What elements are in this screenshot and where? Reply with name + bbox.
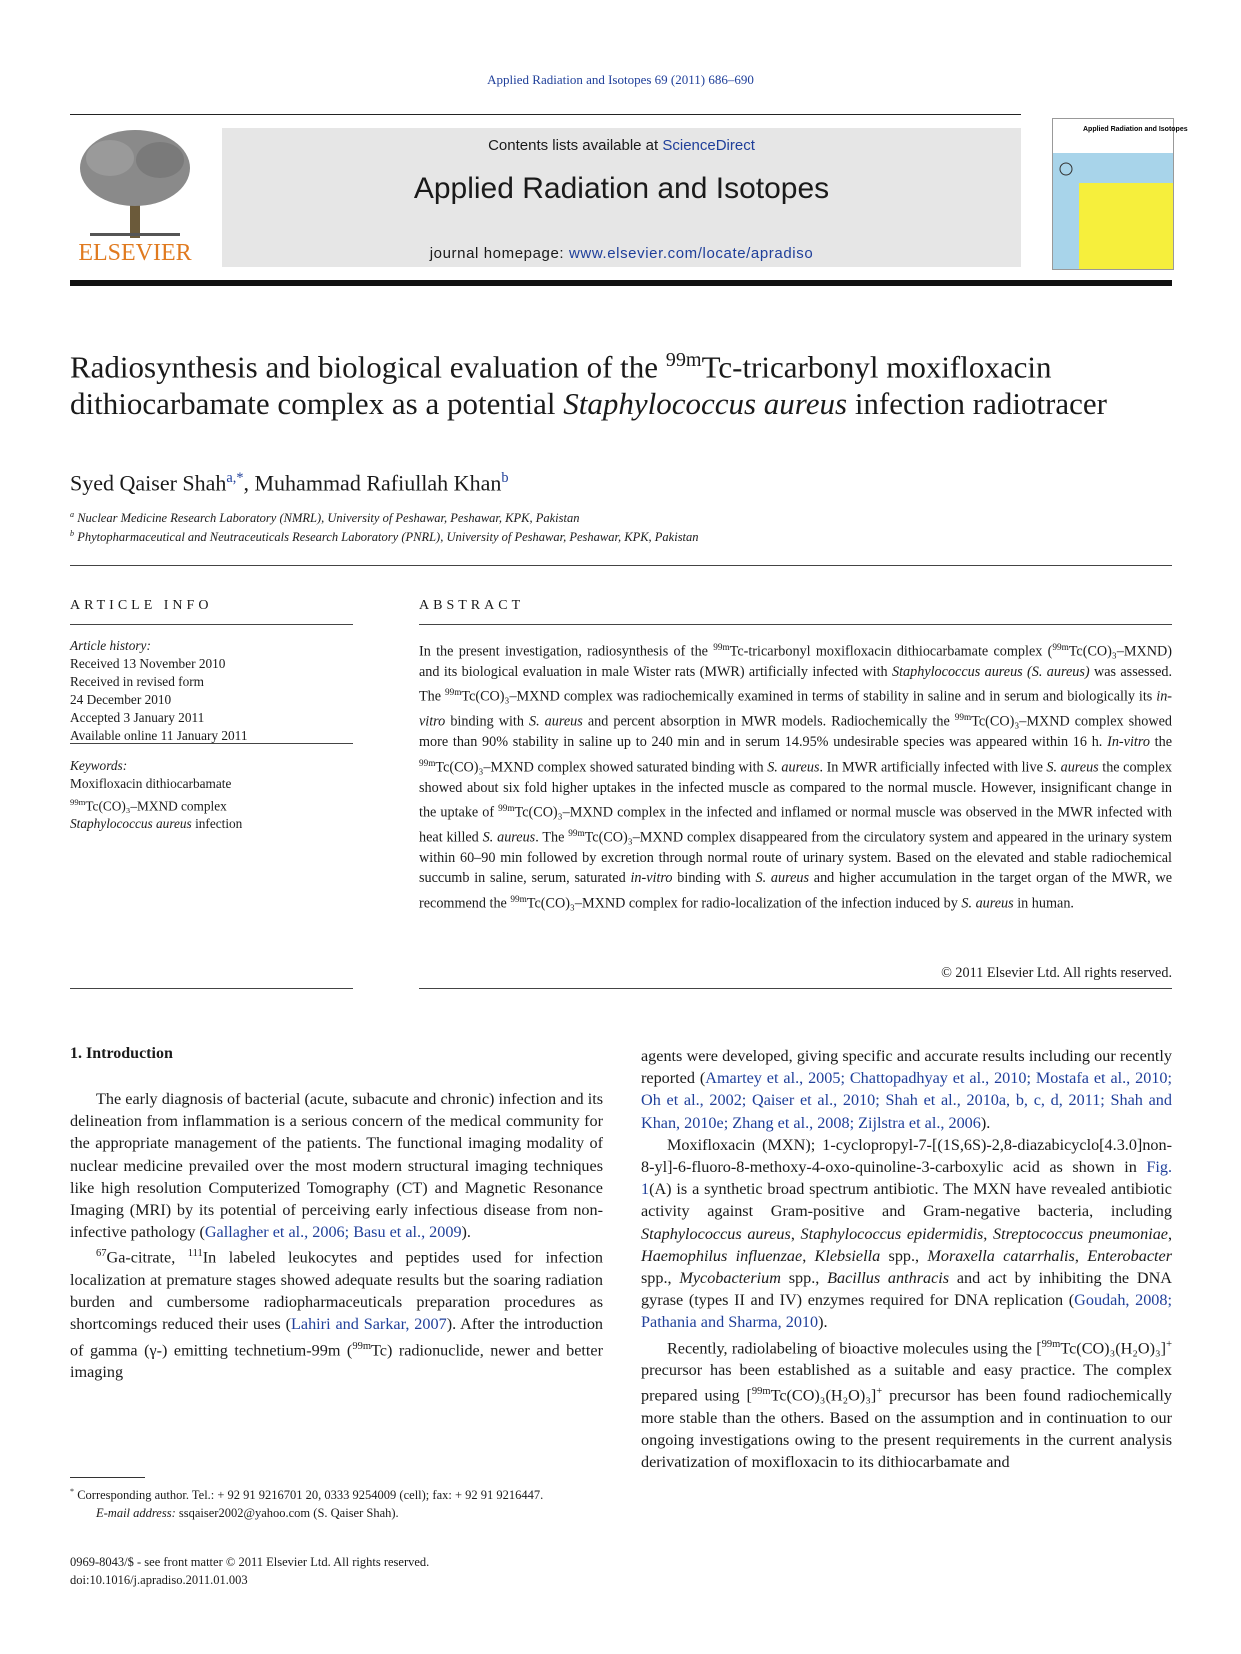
italic-term: in-vitro bbox=[630, 870, 673, 887]
body-text: ). bbox=[818, 1313, 828, 1332]
isotope-sup: 99m bbox=[713, 642, 730, 652]
isotope-sup: 99m bbox=[568, 828, 585, 839]
body-text: Tc(CO)₃(H₂O)₃] bbox=[770, 1386, 877, 1405]
elsevier-logo bbox=[70, 128, 200, 268]
isotope-sup: 99m bbox=[751, 1386, 771, 1398]
email-line bbox=[70, 1504, 603, 1522]
author-2-affiliation[interactable]: b bbox=[501, 470, 509, 486]
body-text: precursor has been established as a suitable and easy practice. The complex prepared using [ bbox=[641, 1361, 1172, 1405]
abstract-text: Tc(CO)₃–MXND complex disappeared from the circulatory system and appeared in the urinary system within 60–90 min followed by excretion through normal route of urinary system. Based on the elevated and stable radiochemical succumb in saline, serum, saturated bbox=[419, 829, 1172, 887]
cover-title: Applied Radiation and Isotopes bbox=[1083, 126, 1188, 133]
homepage-line bbox=[222, 245, 1021, 262]
species-name: Staphylococcus aureus (S. aureus) bbox=[892, 664, 1090, 681]
revised-label: Received in revised form bbox=[70, 674, 205, 689]
abstract-text: Tc-tricarbonyl moxifloxacin dithiocarbamate complex ( bbox=[729, 643, 1053, 660]
title-text-2: Tc-tricarbonyl moxifloxacin dithiocarbamate complex as a potential bbox=[70, 349, 1052, 422]
body-text: , bbox=[1074, 1246, 1088, 1265]
sciencedirect-link[interactable]: ScienceDirect bbox=[662, 137, 755, 154]
citation-link[interactable]: Gallagher et al., 2006; Basu et al., 2009 bbox=[204, 1223, 462, 1242]
article-info-heading: ARTICLE INFO bbox=[70, 598, 213, 613]
article-title bbox=[70, 342, 1172, 422]
affiliation-b-text: Phytopharmaceutical and Neutraceuticals Research Laboratory (PNRL), University of Peshawar, Peshawar, KPK, Pakistan bbox=[77, 530, 699, 545]
publisher-wordmark: ELSEVIER bbox=[78, 240, 192, 266]
body-text: ). bbox=[461, 1223, 471, 1242]
paragraph bbox=[641, 1134, 1172, 1334]
title-species: Staphylococcus aureus bbox=[563, 386, 848, 422]
isotope-sup: 111 bbox=[187, 1248, 203, 1260]
keywords-label: Keywords: bbox=[70, 758, 128, 773]
body-text: Ga-citrate, bbox=[106, 1248, 188, 1267]
corresponding-author-footnote bbox=[70, 1483, 603, 1522]
homepage-link[interactable]: www.elsevier.com/locate/apradiso bbox=[568, 245, 814, 262]
online-date: Available online 11 January 2011 bbox=[70, 728, 248, 743]
abstract-text: the complex showed about six fold higher uptakes in the infected muscle as compared to the normal muscle. However, insignificant change in the uptake of bbox=[419, 759, 1172, 821]
body-text: spp., bbox=[641, 1269, 680, 1288]
header-rule bbox=[70, 114, 1021, 115]
species-name: S. aureus bbox=[482, 829, 536, 846]
abstract-rule-top bbox=[419, 624, 1172, 625]
author-1: Syed Qaiser Shah bbox=[70, 470, 227, 496]
article-history bbox=[70, 637, 353, 745]
author-2: Muhammad Rafiullah Khan bbox=[254, 470, 502, 496]
abstract-text: . In MWR artificially infected with live bbox=[819, 759, 1047, 776]
section-heading-introduction: 1. Introduction bbox=[70, 1045, 173, 1062]
abstract-text: Tc(CO)₃–MXND complex was radiochemically examined in terms of stability in saline and in serum and biologically its bbox=[461, 689, 1157, 706]
paragraph bbox=[70, 1088, 603, 1243]
author-list bbox=[70, 470, 509, 496]
abstract-text: and higher accumulation in the target organ of the MWR, we recommend the bbox=[419, 870, 1172, 912]
body-text: , bbox=[983, 1224, 993, 1243]
abstract-text: Tc(CO)₃–MXND complex showed saturated binding with bbox=[435, 759, 768, 776]
species-name: S. aureus bbox=[529, 714, 583, 731]
abstract-text: . The bbox=[535, 829, 569, 846]
journal-cover bbox=[1052, 118, 1188, 270]
citation-link[interactable]: Goudah, 2008; Pathania and Sharma, 2010 bbox=[641, 1291, 1172, 1332]
revised-date: 24 December 2010 bbox=[70, 692, 172, 707]
species-name: Mycobacterium bbox=[679, 1269, 781, 1288]
journal-reference[interactable]: Applied Radiation and Isotopes 69 (2011) 686–690 bbox=[487, 72, 754, 87]
species-name: Streptococcus pneumoniae bbox=[993, 1224, 1168, 1243]
journal-title: Applied Radiation and Isotopes bbox=[413, 172, 830, 205]
title-text-3: infection radiotracer bbox=[847, 386, 1107, 422]
paragraph bbox=[641, 1045, 1172, 1134]
keyword-3-text: infection bbox=[191, 816, 243, 832]
history-rule bbox=[70, 743, 353, 744]
elsevier-tree-icon bbox=[70, 128, 200, 268]
body-text: In labeled leukocytes and peptides used for infection localization at premature stages showed adequate results but the soaring radiation burden and cumbersome radiopharmaceuticals preparation procedures as shortcomings reduced their uses ( bbox=[70, 1248, 604, 1334]
keyword-2-text: Tc(CO)₃–MXND complex bbox=[85, 798, 227, 814]
paragraph bbox=[641, 1334, 1172, 1474]
keyword-2 bbox=[70, 793, 353, 815]
species-name: Bacillus anthracis bbox=[827, 1269, 950, 1288]
species-name: Staphylococcus epidermidis bbox=[800, 1224, 984, 1243]
isotope-sup: 99m bbox=[419, 757, 436, 768]
abstract-text: binding with bbox=[672, 870, 756, 887]
isotope-sup: 99m bbox=[954, 712, 972, 723]
italic-term: In-vitro bbox=[1107, 734, 1150, 751]
footnote-rule bbox=[70, 1477, 145, 1478]
abstract-text: and percent absorption in MWR models. Radiochemically the bbox=[582, 714, 955, 731]
accepted-date: Accepted 3 January 2011 bbox=[70, 710, 205, 725]
italic-term: in-vitro bbox=[419, 689, 1173, 731]
affiliation-b bbox=[70, 529, 699, 545]
body-column-left bbox=[70, 1088, 603, 1383]
article-meta-footer bbox=[70, 1553, 603, 1589]
paragraph bbox=[70, 1243, 603, 1383]
isotope-sup: 99m bbox=[510, 893, 527, 904]
keyword-3 bbox=[70, 815, 353, 833]
issn-line: 0969-8043/$ - see front matter © 2011 Elsevier Ltd. All rights reserved. bbox=[70, 1555, 430, 1569]
body-column-right bbox=[641, 1045, 1172, 1474]
body-text: ). bbox=[980, 1113, 991, 1132]
charge-sup: + bbox=[876, 1386, 883, 1398]
affiliation-a bbox=[70, 510, 579, 526]
species-name: Enterobacter bbox=[1087, 1246, 1172, 1265]
body-text: Recently, radiolabeling of bioactive molecules using the [ bbox=[667, 1339, 1042, 1358]
email-label: E-mail address: bbox=[96, 1506, 176, 1521]
body-text: and act by inhibiting the DNA gyrase (types II and IV) enzymes required for DNA replication ( bbox=[641, 1269, 1172, 1310]
body-text: spp., bbox=[780, 1269, 828, 1288]
body-text: (A) is a synthetic broad spectrum antibiotic. The MXN have revealed antibiotic activity against Gram-positive and Gram-negative bacteria, including bbox=[641, 1180, 1172, 1221]
species-name: Haemophilus influenzae bbox=[641, 1246, 803, 1265]
abstract-heading: ABSTRACT bbox=[419, 598, 525, 613]
abstract-copyright: © 2011 Elsevier Ltd. All rights reserved. bbox=[941, 965, 1172, 981]
body-text: , bbox=[802, 1246, 815, 1265]
journal-banner bbox=[222, 128, 1021, 267]
keyword-2-sup: 99m bbox=[70, 797, 86, 807]
affiliation-a-mark: a bbox=[70, 510, 75, 519]
isotope-sup: 99m bbox=[352, 1340, 372, 1352]
abstract-text: was assessed. The bbox=[419, 664, 1173, 706]
body-text: spp., bbox=[880, 1246, 928, 1265]
figure-link[interactable]: Fig. 1 bbox=[641, 1158, 1172, 1199]
citation-link[interactable]: Lahiri and Sarkar, 2007 bbox=[291, 1315, 447, 1334]
doi-line[interactable]: doi:10.1016/j.apradiso.2011.01.003 bbox=[70, 1573, 248, 1587]
cover-image-icon bbox=[1053, 119, 1188, 269]
affiliation-a-text: Nuclear Medicine Research Laboratory (NMRL), University of Peshawar, Peshawar, KPK, Pakistan bbox=[77, 511, 580, 526]
body-text: , bbox=[790, 1224, 801, 1243]
body-text: ). After the introduction of gamma (γ-) emitting technetium-99m ( bbox=[70, 1315, 604, 1360]
keywords bbox=[70, 757, 353, 833]
species-name: Moraxella catarrhalis bbox=[927, 1246, 1075, 1265]
title-isotope-sup: 99m bbox=[665, 349, 702, 371]
abstract-rule-bottom bbox=[419, 988, 1172, 989]
correspondence-line bbox=[70, 1483, 603, 1504]
email-address[interactable]: ssqaiser2002@yahoo.com (S. Qaiser Shah). bbox=[175, 1506, 399, 1521]
abstract-text: Tc(CO)₃–MXND complex showed more than 90% stability in saline up to 240 min and in serum 14.95% undesirable species was appeared within 16 h. bbox=[419, 714, 1172, 751]
history-label: Article history: bbox=[70, 638, 151, 653]
isotope-sup: 99m bbox=[498, 803, 515, 814]
info-rule-bottom bbox=[70, 988, 353, 989]
footnote-mark: * bbox=[70, 1487, 75, 1496]
author-1-affiliation[interactable]: a,* bbox=[226, 470, 244, 486]
contents-line bbox=[222, 137, 1021, 154]
author-separator: , bbox=[243, 470, 255, 496]
species-name: S. aureus bbox=[961, 895, 1014, 912]
species-name: Staphylococcus aureus bbox=[641, 1224, 791, 1243]
title-text-1: Radiosynthesis and biological evaluation of the bbox=[70, 349, 666, 385]
abstract-text: the bbox=[1149, 734, 1172, 751]
abstract-text: in human. bbox=[1013, 895, 1074, 912]
species-name: S. aureus bbox=[1046, 759, 1099, 776]
body-text: The early diagnosis of bacterial (acute, subacute and chronic) infection and its delineation from inflammation is a serious concern of the medical community for the appropriate management of the patients. The functional imaging modality of nuclear medicine prevailed over the most modern structural imaging techniques like high resolution Computerized Tomography (CT) and Magnetic Resonance Imaging (MRI) by its potential of perceiving early infectious disease from non-infective pathology ( bbox=[70, 1090, 603, 1242]
info-rule-top bbox=[70, 624, 353, 625]
body-text: Moxifloxacin (MXN); 1-cyclopropyl-7-[(1S,6S)-2,8-diazabicyclo[4.3.0]non-8-yl]-6-fluoro-8-methoxy-4-oxo-quinoline-3-carboxylic acid as shown in bbox=[641, 1135, 1172, 1177]
species-name: S. aureus bbox=[767, 759, 820, 776]
keyword-3-species: Staphylococcus aureus bbox=[70, 816, 192, 832]
abstract-text: Tc(CO)₃–MXND) and its biological evaluation in male Wister rats (MWR) artificially infected with bbox=[419, 643, 1172, 681]
abstract-text: Tc(CO)₃–MXND complex for radio-localization of the infection induced by bbox=[526, 895, 962, 912]
body-text: precursor has been found radiochemically more stable than the others. Based on the assumption and in continuation to our ongoing investigations owing to the present requirements in the current analysis derivatization of moxifloxacin to its dithiocarbamate and bbox=[641, 1386, 1173, 1472]
body-text: agents were developed, giving specific and accurate results including our recently reported ( bbox=[641, 1047, 1172, 1088]
affiliation-rule bbox=[70, 565, 1172, 566]
abstract-body bbox=[419, 637, 1172, 914]
body-text: Tc(CO)₃(H₂O)₃] bbox=[1060, 1339, 1167, 1358]
correspondence-text: Corresponding author. Tel.: + 92 91 9216701 20, 0333 9254009 (cell); fax: + 92 91 9216447. bbox=[74, 1488, 544, 1503]
homepage-prefix: journal homepage: bbox=[429, 245, 569, 262]
body-text: , bbox=[1167, 1224, 1173, 1243]
species-name: S. aureus bbox=[755, 870, 809, 887]
received-date: Received 13 November 2010 bbox=[70, 656, 226, 671]
citation-link[interactable]: Amartey et al., 2005; Chattopadhyay et al., 2010; Mostafa et al., 2010; Oh et al., 2002; Qaiser et al., 2010; Shah et al., 2010a, b, c, d, 2011; Shah and Khan, 2010e; Zhang et al., 2008; Zijlstra et al., 2006 bbox=[641, 1069, 1173, 1132]
charge-sup: + bbox=[1166, 1338, 1172, 1350]
abstract-text: In the present investigation, radiosynthesis of the bbox=[419, 643, 714, 660]
abstract-text: Tc(CO)₃–MXND complex in the infected and inflamed or normal muscle was observed in the MWR infected with heat killed bbox=[419, 804, 1172, 846]
isotope-sup: 99m bbox=[445, 687, 462, 698]
abstract-text: binding with bbox=[445, 714, 529, 731]
isotope-sup: 99m bbox=[1041, 1338, 1061, 1350]
contents-prefix: Contents lists available at bbox=[488, 137, 663, 154]
isotope-sup: 99m bbox=[1052, 642, 1069, 652]
affiliation-b-mark: b bbox=[70, 529, 75, 538]
isotope-sup: 67 bbox=[96, 1248, 107, 1260]
body-text: Tc) radionuclide, newer and better imaging bbox=[70, 1341, 603, 1382]
keyword-1: Moxifloxacin dithiocarbamate bbox=[70, 776, 232, 791]
header-thick-rule bbox=[70, 280, 1172, 286]
species-name: Klebsiella bbox=[814, 1246, 881, 1265]
